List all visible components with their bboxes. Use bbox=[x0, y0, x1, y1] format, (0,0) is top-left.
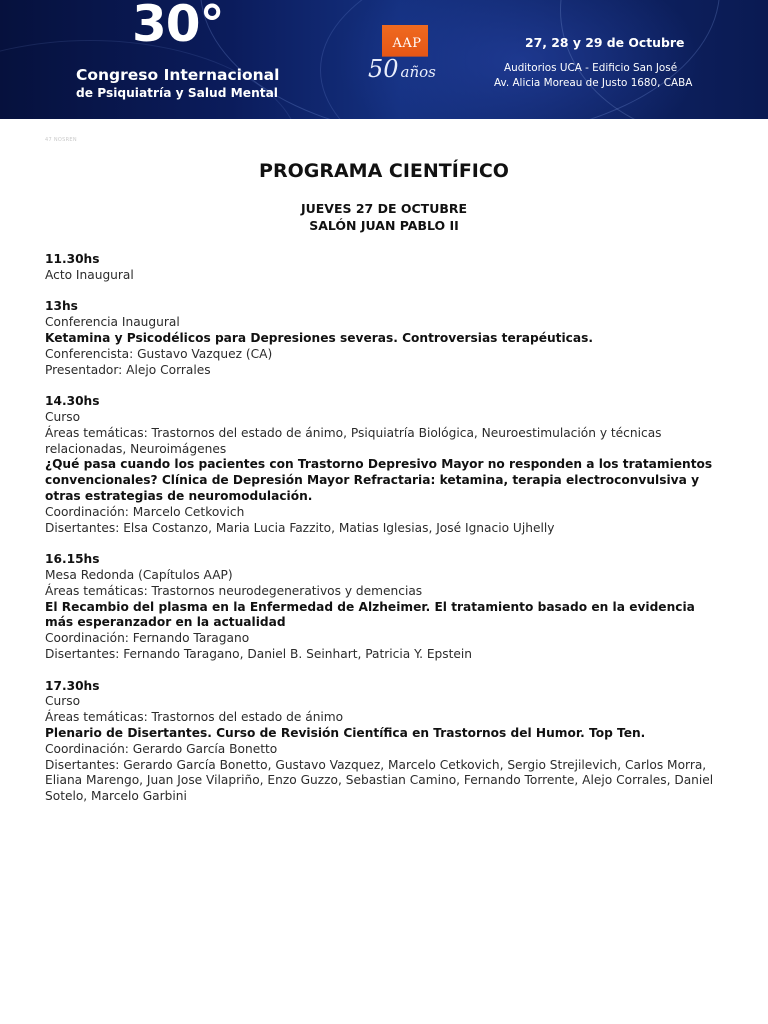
session-speakers: Disertantes: Gerardo García Bonetto, Gustavo Vazquez, Marcelo Cetkovich, Sergio Strejilevich, Carlos Morra, Eliana Marengo, Juan Jose Vilapriño, Enzo Guzzo, Sebastian Camino, Fernando Torrente, Alejo Corrales, Daniel Sotelo, Marcelo Garbini bbox=[45, 757, 714, 804]
session-coordination: Coordinación: Gerardo García Bonetto bbox=[45, 741, 278, 756]
aap-logo-text: AAP bbox=[392, 36, 422, 51]
program-list bbox=[45, 252, 723, 821]
congress-venue: Auditorios UCA - Edificio San José bbox=[504, 62, 678, 74]
anniversary-word: años bbox=[400, 63, 436, 81]
edition-number: 30° bbox=[132, 0, 224, 53]
session-time: 11.30hs bbox=[45, 252, 100, 266]
session-areas: Áreas temáticas: Trastornos del estado de ánimo bbox=[45, 710, 344, 725]
congress-dates: 27, 28 y 29 de Octubre bbox=[525, 35, 685, 50]
session-type: Curso bbox=[45, 409, 81, 424]
session-title: ¿Qué pasa cuando los pacientes con Trastorno Depresivo Mayor no responden a los tratamientos convencionales? Clínica de Depresión Mayor Refractaria: ketamina, terapia electroconvulsiva y otras estrategias de neuromodulación. bbox=[45, 457, 713, 503]
room-label: SALÓN JUAN PABLO II bbox=[309, 217, 459, 233]
session-presenter: Presentador: Alejo Corrales bbox=[45, 362, 211, 377]
session-item bbox=[45, 252, 723, 284]
session-type: Conferencia Inaugural bbox=[45, 315, 180, 330]
session-areas: Áreas temáticas: Trastornos del estado de ánimo, Psiquiatría Biológica, Neuroestimulación y técnicas relacionadas, Neuroimágenes bbox=[45, 425, 662, 456]
congress-subtitle: de Psiquiatría y Salud Mental bbox=[76, 86, 278, 100]
session-type: Mesa Redonda (Capítulos AAP) bbox=[45, 567, 233, 582]
session-type: Acto Inaugural bbox=[45, 267, 134, 282]
anniversary-label bbox=[368, 54, 436, 87]
day-label: JUEVES 27 DE OCTUBRE bbox=[300, 201, 468, 216]
session-time: 17.30hs bbox=[45, 678, 100, 693]
page-title: PROGRAMA CIENTÍFICO bbox=[259, 160, 509, 182]
session-time: 16.15hs bbox=[45, 552, 100, 567]
congress-banner bbox=[0, 0, 768, 119]
session-item bbox=[45, 552, 723, 663]
congress-address: Av. Alicia Moreau de Justo 1680, CABA bbox=[494, 77, 693, 89]
session-coordination: Coordinación: Fernando Taragano bbox=[45, 631, 250, 646]
anniversary-number: 50 bbox=[368, 55, 399, 83]
session-speaker: Conferencista: Gustavo Vazquez (CA) bbox=[45, 346, 273, 361]
session-title: El Recambio del plasma en la Enfermedad de Alzheimer. El tratamiento basado en la evidencia más esperanzador en la actualidad bbox=[45, 599, 695, 630]
session-coordination: Coordinación: Marcelo Cetkovich bbox=[45, 504, 245, 519]
session-time: 13hs bbox=[45, 299, 78, 314]
session-areas: Áreas temáticas: Trastornos neurodegenerativos y demencias bbox=[45, 583, 423, 598]
session-speakers: Disertantes: Elsa Costanzo, Maria Lucia Fazzito, Matias Iglesias, José Ignacio Ujhelly bbox=[45, 520, 555, 535]
session-title: Plenario de Disertantes. Curso de Revisión Científica en Trastornos del Humor. Top Ten. bbox=[45, 725, 646, 740]
session-type: Curso bbox=[45, 694, 81, 709]
session-item bbox=[45, 394, 723, 536]
congress-title: Congreso Internacional bbox=[76, 66, 280, 84]
session-item bbox=[45, 679, 723, 805]
session-item bbox=[45, 299, 723, 378]
session-speakers: Disertantes: Fernando Taragano, Daniel B. Seinhart, Patricia Y. Epstein bbox=[45, 646, 473, 661]
session-time: 14.30hs bbox=[45, 394, 100, 409]
faint-note: 47 NOSREN bbox=[45, 137, 77, 143]
day-header bbox=[0, 201, 768, 234]
session-title: Ketamina y Psicodélicos para Depresiones severas. Controversias terapéuticas. bbox=[45, 330, 593, 345]
